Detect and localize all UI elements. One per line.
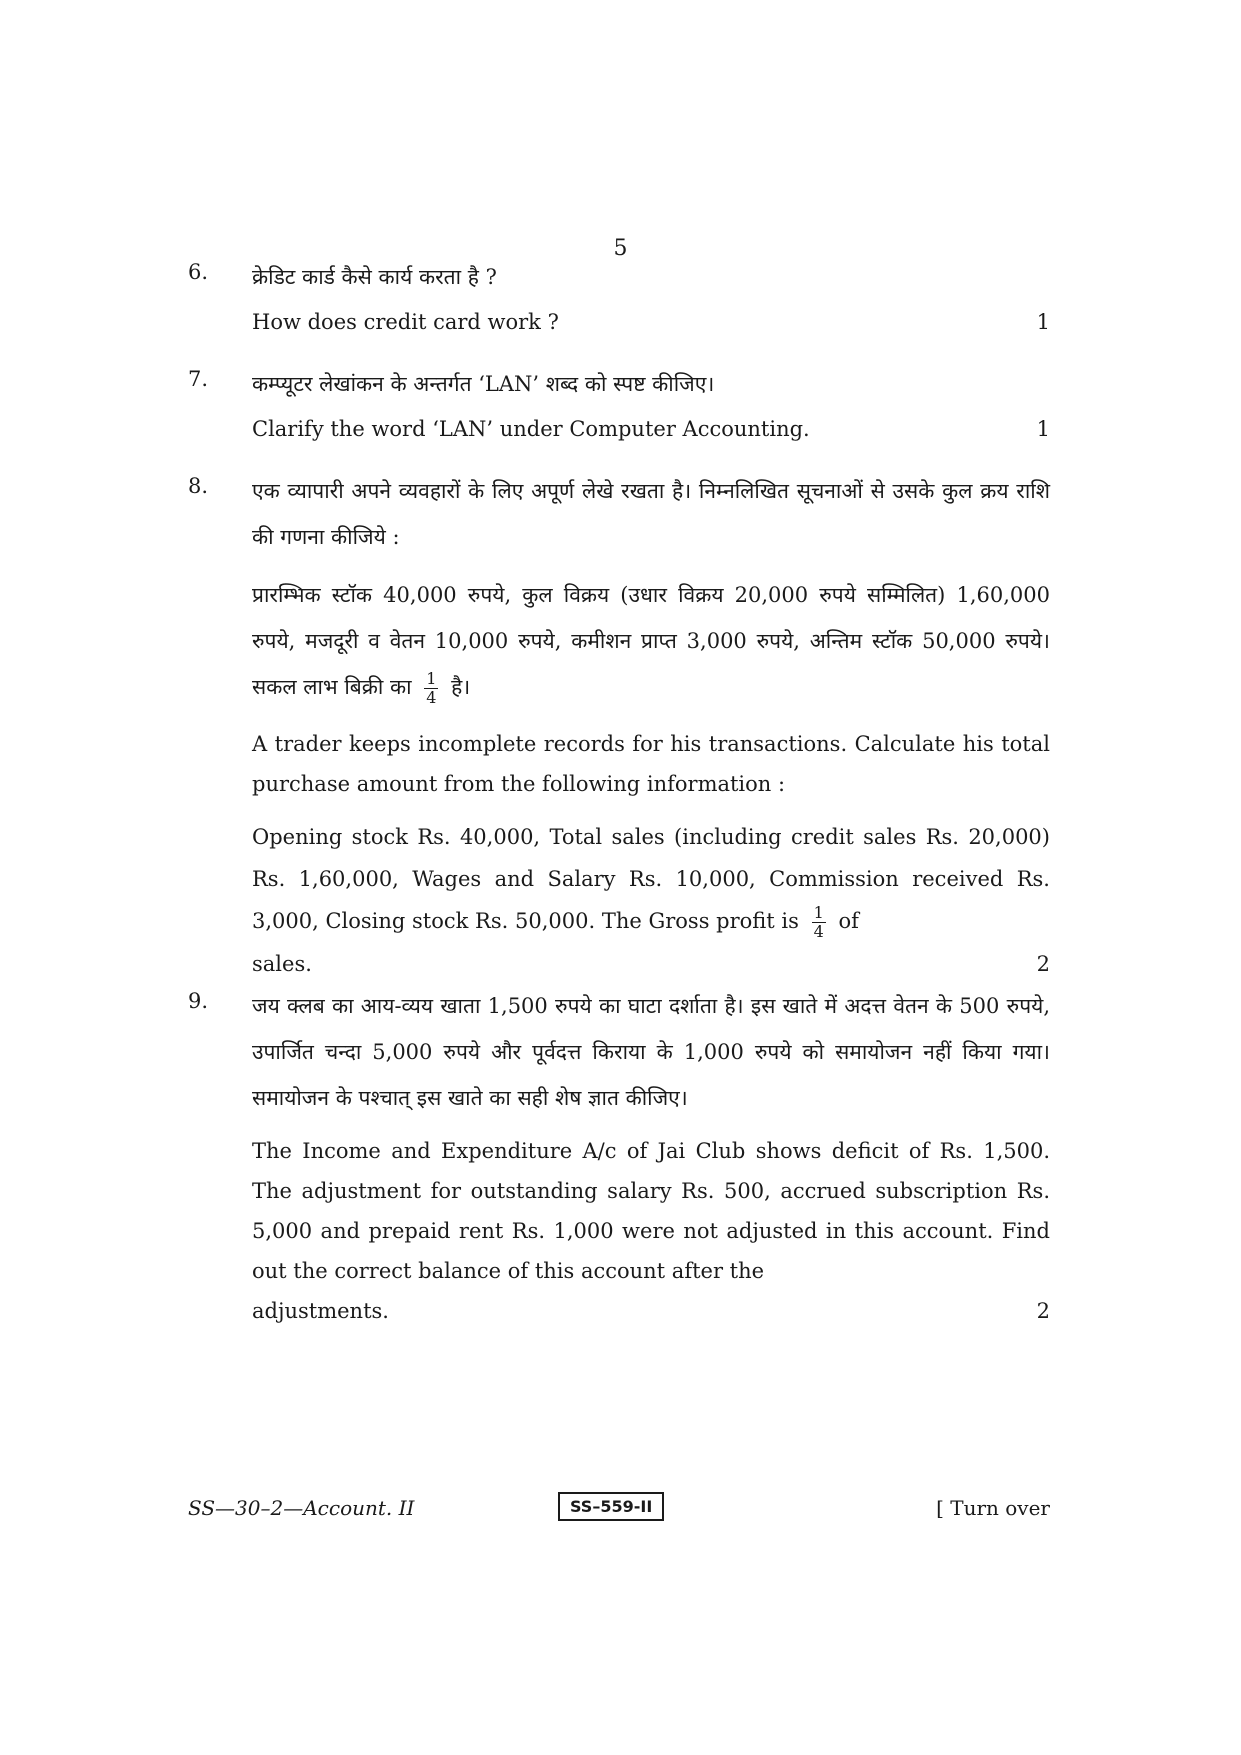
question-english-last: sales. bbox=[252, 952, 312, 976]
fraction-numerator: 1 bbox=[426, 669, 437, 688]
fraction-numerator: 1 bbox=[813, 903, 824, 922]
fraction-one-quarter bbox=[812, 904, 826, 941]
hindi-data-text: प्रारम्भिक स्टॉक 40,000 रुपये, कुल विक्रय (उधार विक्रय 20,000 रुपये सम्मिलित) 1,60,000 रुपये, मजदूरी व वेतन 10,000 रुपये, कमीशन प्राप्त 3,000 रुपये, अन्तिम स्टॉक 50,000 रुपये। सकल लाभ बिक्री का bbox=[252, 583, 1050, 699]
question-english-data bbox=[252, 816, 1050, 942]
marks: 2 bbox=[1036, 1299, 1050, 1323]
question-number: 6. bbox=[188, 260, 209, 284]
marks: 1 bbox=[1036, 417, 1050, 441]
question-hindi: कम्प्यूटर लेखांकन के अन्तर्गत ‘LAN’ शब्द को स्पष्ट कीजिए। bbox=[252, 372, 715, 396]
question-hindi: जय क्लब का आय-व्यय खाता 1,500 रुपये का घाटा दर्शाता है। इस खाते में अदत्त वेतन के 500 रुपये, उपार्जित चन्दा 5,000 रुपये और पूर्वदत्त किराया के 1,000 रुपये को समायोजन नहीं किया गया। समायोजन के पश्चात् इस खाते का सही शेष ज्ञात कीजिए। bbox=[252, 994, 1050, 1110]
english-data-end: of bbox=[838, 909, 859, 933]
page-number: 5 bbox=[613, 236, 628, 261]
question-number: 8. bbox=[188, 474, 209, 498]
english-data-text: Opening stock Rs. 40,000, Total sales (including credit sales Rs. 20,000) Rs. 1,60,000, Wages and Salary Rs. 10,000, Commission received Rs. 3,000, Closing stock Rs. 50,000. The Gross profit is bbox=[252, 825, 1050, 933]
turn-over: [ Turn over bbox=[936, 1496, 1050, 1520]
question-english: The Income and Expenditure A/c of Jai Club shows deficit of Rs. 1,500. The adjustment for outstanding salary Rs. 500, accrued subscription Rs. 5,000 and prepaid rent Rs. 1,000 were not adjusted in this account. Find out the correct balance of this account after the bbox=[252, 1139, 1050, 1283]
question-english: Clarify the word ‘LAN’ under Computer Accounting. bbox=[252, 417, 810, 441]
question-hindi-intro: एक व्यापारी अपने व्यवहारों के लिए अपूर्ण लेखे रखता है। निम्नलिखित सूचनाओं से उसके कुल क्रय राशि की गणना कीजिये : bbox=[252, 479, 1050, 549]
question-english-last: adjustments. bbox=[252, 1299, 389, 1323]
question-hindi-data bbox=[252, 572, 1050, 710]
hindi-data-end: है। bbox=[451, 675, 471, 699]
fraction-denominator: 4 bbox=[426, 688, 437, 707]
question-english-intro: A trader keeps incomplete records for his transactions. Calculate his total purchase amount from the following information : bbox=[252, 732, 1050, 796]
marks: 2 bbox=[1036, 952, 1050, 976]
marks: 1 bbox=[1036, 310, 1050, 334]
paper-code: SS—30–2—Account. II bbox=[188, 1496, 415, 1520]
page-footer bbox=[188, 1492, 1050, 1526]
question-english: How does credit card work ? bbox=[252, 310, 559, 334]
fraction-denominator: 4 bbox=[813, 922, 824, 941]
question-number: 9. bbox=[188, 989, 209, 1013]
question-hindi: क्रेडिट कार्ड कैसे कार्य करता है ? bbox=[252, 265, 497, 289]
question-number: 7. bbox=[188, 367, 209, 391]
series-reference: SS–559-II bbox=[558, 1492, 664, 1521]
fraction-one-quarter bbox=[424, 670, 438, 707]
